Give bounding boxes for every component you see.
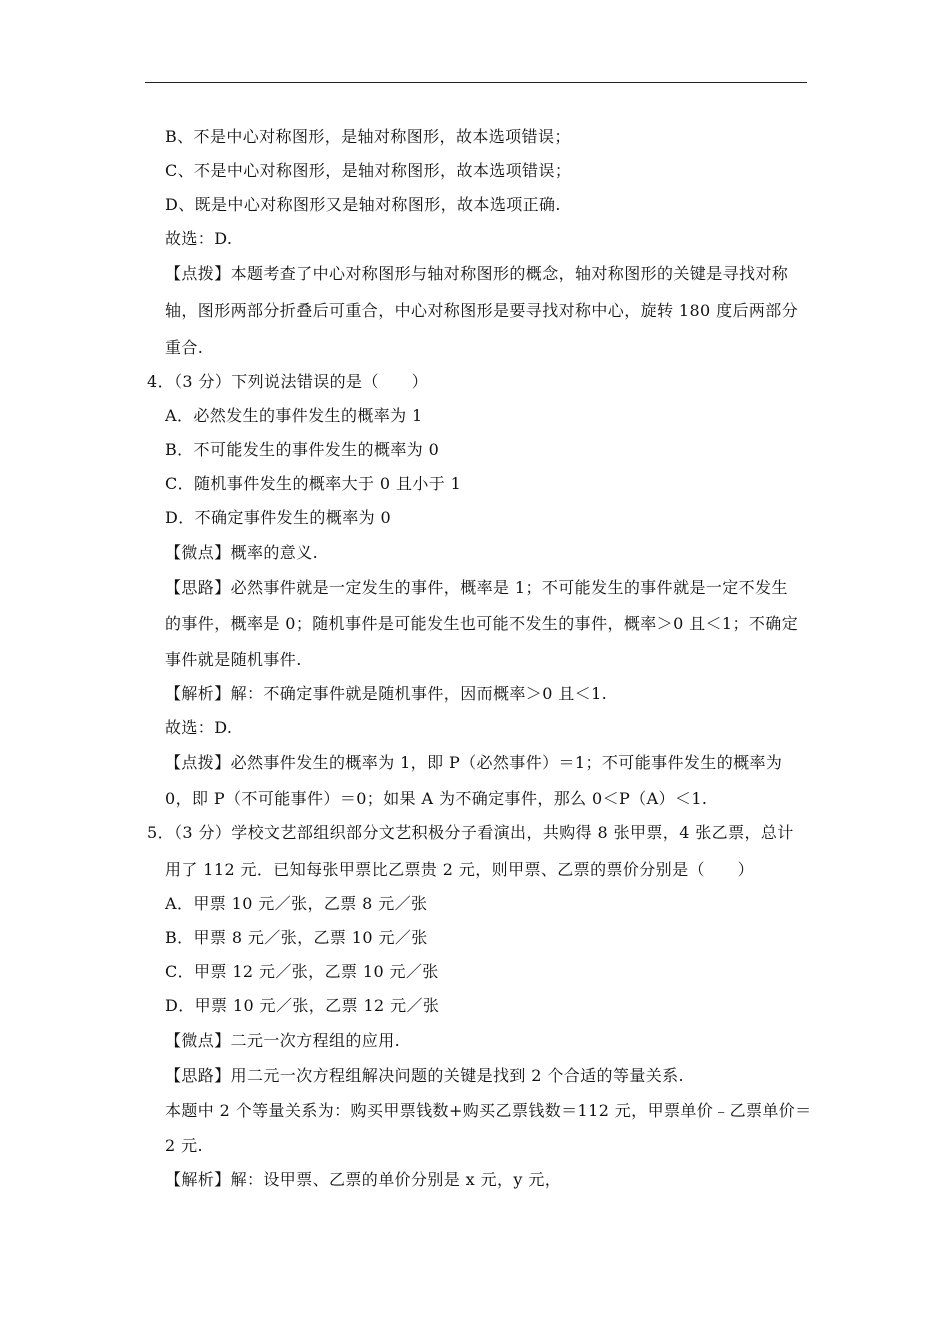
q5-idea-line-3: 2 元.: [165, 1136, 203, 1155]
q4-idea-line-2: 的事件，概率是 0；随机事件是可能发生也可能不发生的事件，概率＞0 且＜1；不确定: [165, 614, 799, 633]
prev-tip-line-2: 轴，图形两部分折叠后可重合，中心对称图形是要寻找对称中心，旋转 180 度后两部分: [165, 301, 799, 320]
q4-option-b: B．不可能发生的事件发生的概率为 0: [165, 440, 440, 459]
q5-option-d: D．甲票 10 元／张，乙票 12 元／张: [165, 996, 440, 1015]
q4-idea-line-3: 事件就是随机事件.: [165, 650, 302, 669]
prev-option-c: C、不是中心对称图形，是轴对称图形，故本选项错误；: [165, 161, 572, 180]
q5-option-c: C．甲票 12 元／张，乙票 10 元／张: [165, 962, 439, 981]
q4-option-d: D．不确定事件发生的概率为 0: [165, 508, 392, 527]
q5-option-a: A．甲票 10 元／张，乙票 8 元／张: [165, 894, 428, 913]
q4-option-c: C．随机事件发生的概率大于 0 且小于 1: [165, 474, 462, 493]
q4-answer: 故选：D.: [165, 718, 233, 737]
prev-answer: 故选：D.: [165, 229, 233, 248]
q4-option-a: A．必然发生的事件发生的概率为 1: [165, 406, 423, 425]
q4-solution: 【解析】解：不确定事件就是随机事件，因而概率＞0 且＜1.: [165, 684, 608, 703]
q5-stem-line-2: 用了 112 元．已知每张甲票比乙票贵 2 元，则甲票、乙票的票价分别是（ ）: [165, 860, 755, 879]
q5-solution: 【解析】解：设甲票、乙票的单价分别是 x 元，y 元，: [165, 1170, 562, 1189]
q5-idea-line-2: 本题中 2 个等量关系为：购买甲票钱数+购买乙票钱数＝112 元，甲票单价﹣乙票单价＝: [165, 1101, 812, 1120]
prev-option-b: B、不是中心对称图形，是轴对称图形，故本选项错误；: [165, 127, 571, 146]
q5-idea-line-1: 【思路】用二元一次方程组解决问题的关键是找到 2 个合适的等量关系.: [165, 1066, 685, 1085]
prev-tip-line-1: 【点拨】本题考查了中心对称图形与轴对称图形的概念，轴对称图形的关键是寻找对称: [165, 264, 789, 283]
q5-stem-line-1: 5．（3 分）学校文艺部组织部分文艺积极分子看演出，共购得 8 张甲票，4 张乙票，总计: [147, 823, 794, 842]
q4-tip-line-1: 【点拨】必然事件发生的概率为 1，即 P（必然事件）＝1；不可能事件发生的概率为: [165, 753, 783, 772]
prev-tip-line-3: 重合.: [165, 338, 204, 357]
q4-tip-line-2: 0，即 P（不可能事件）＝0；如果 A 为不确定事件，那么 0＜P（A）＜1.: [165, 789, 708, 808]
q4-idea-line-1: 【思路】必然事件就是一定发生的事件，概率是 1；不可能发生的事件就是一定不发生: [165, 578, 788, 597]
q5-option-b: B．甲票 8 元／张，乙票 10 元／张: [165, 928, 428, 947]
header-rule: [145, 82, 807, 83]
prev-option-d: D、既是中心对称图形又是轴对称图形，故本选项正确.: [165, 195, 561, 214]
q5-point: 【微点】二元一次方程组的应用.: [165, 1031, 401, 1050]
q4-stem: 4．（3 分）下列说法错误的是（ ）: [147, 372, 429, 391]
q4-point: 【微点】概率的意义.: [165, 543, 319, 562]
